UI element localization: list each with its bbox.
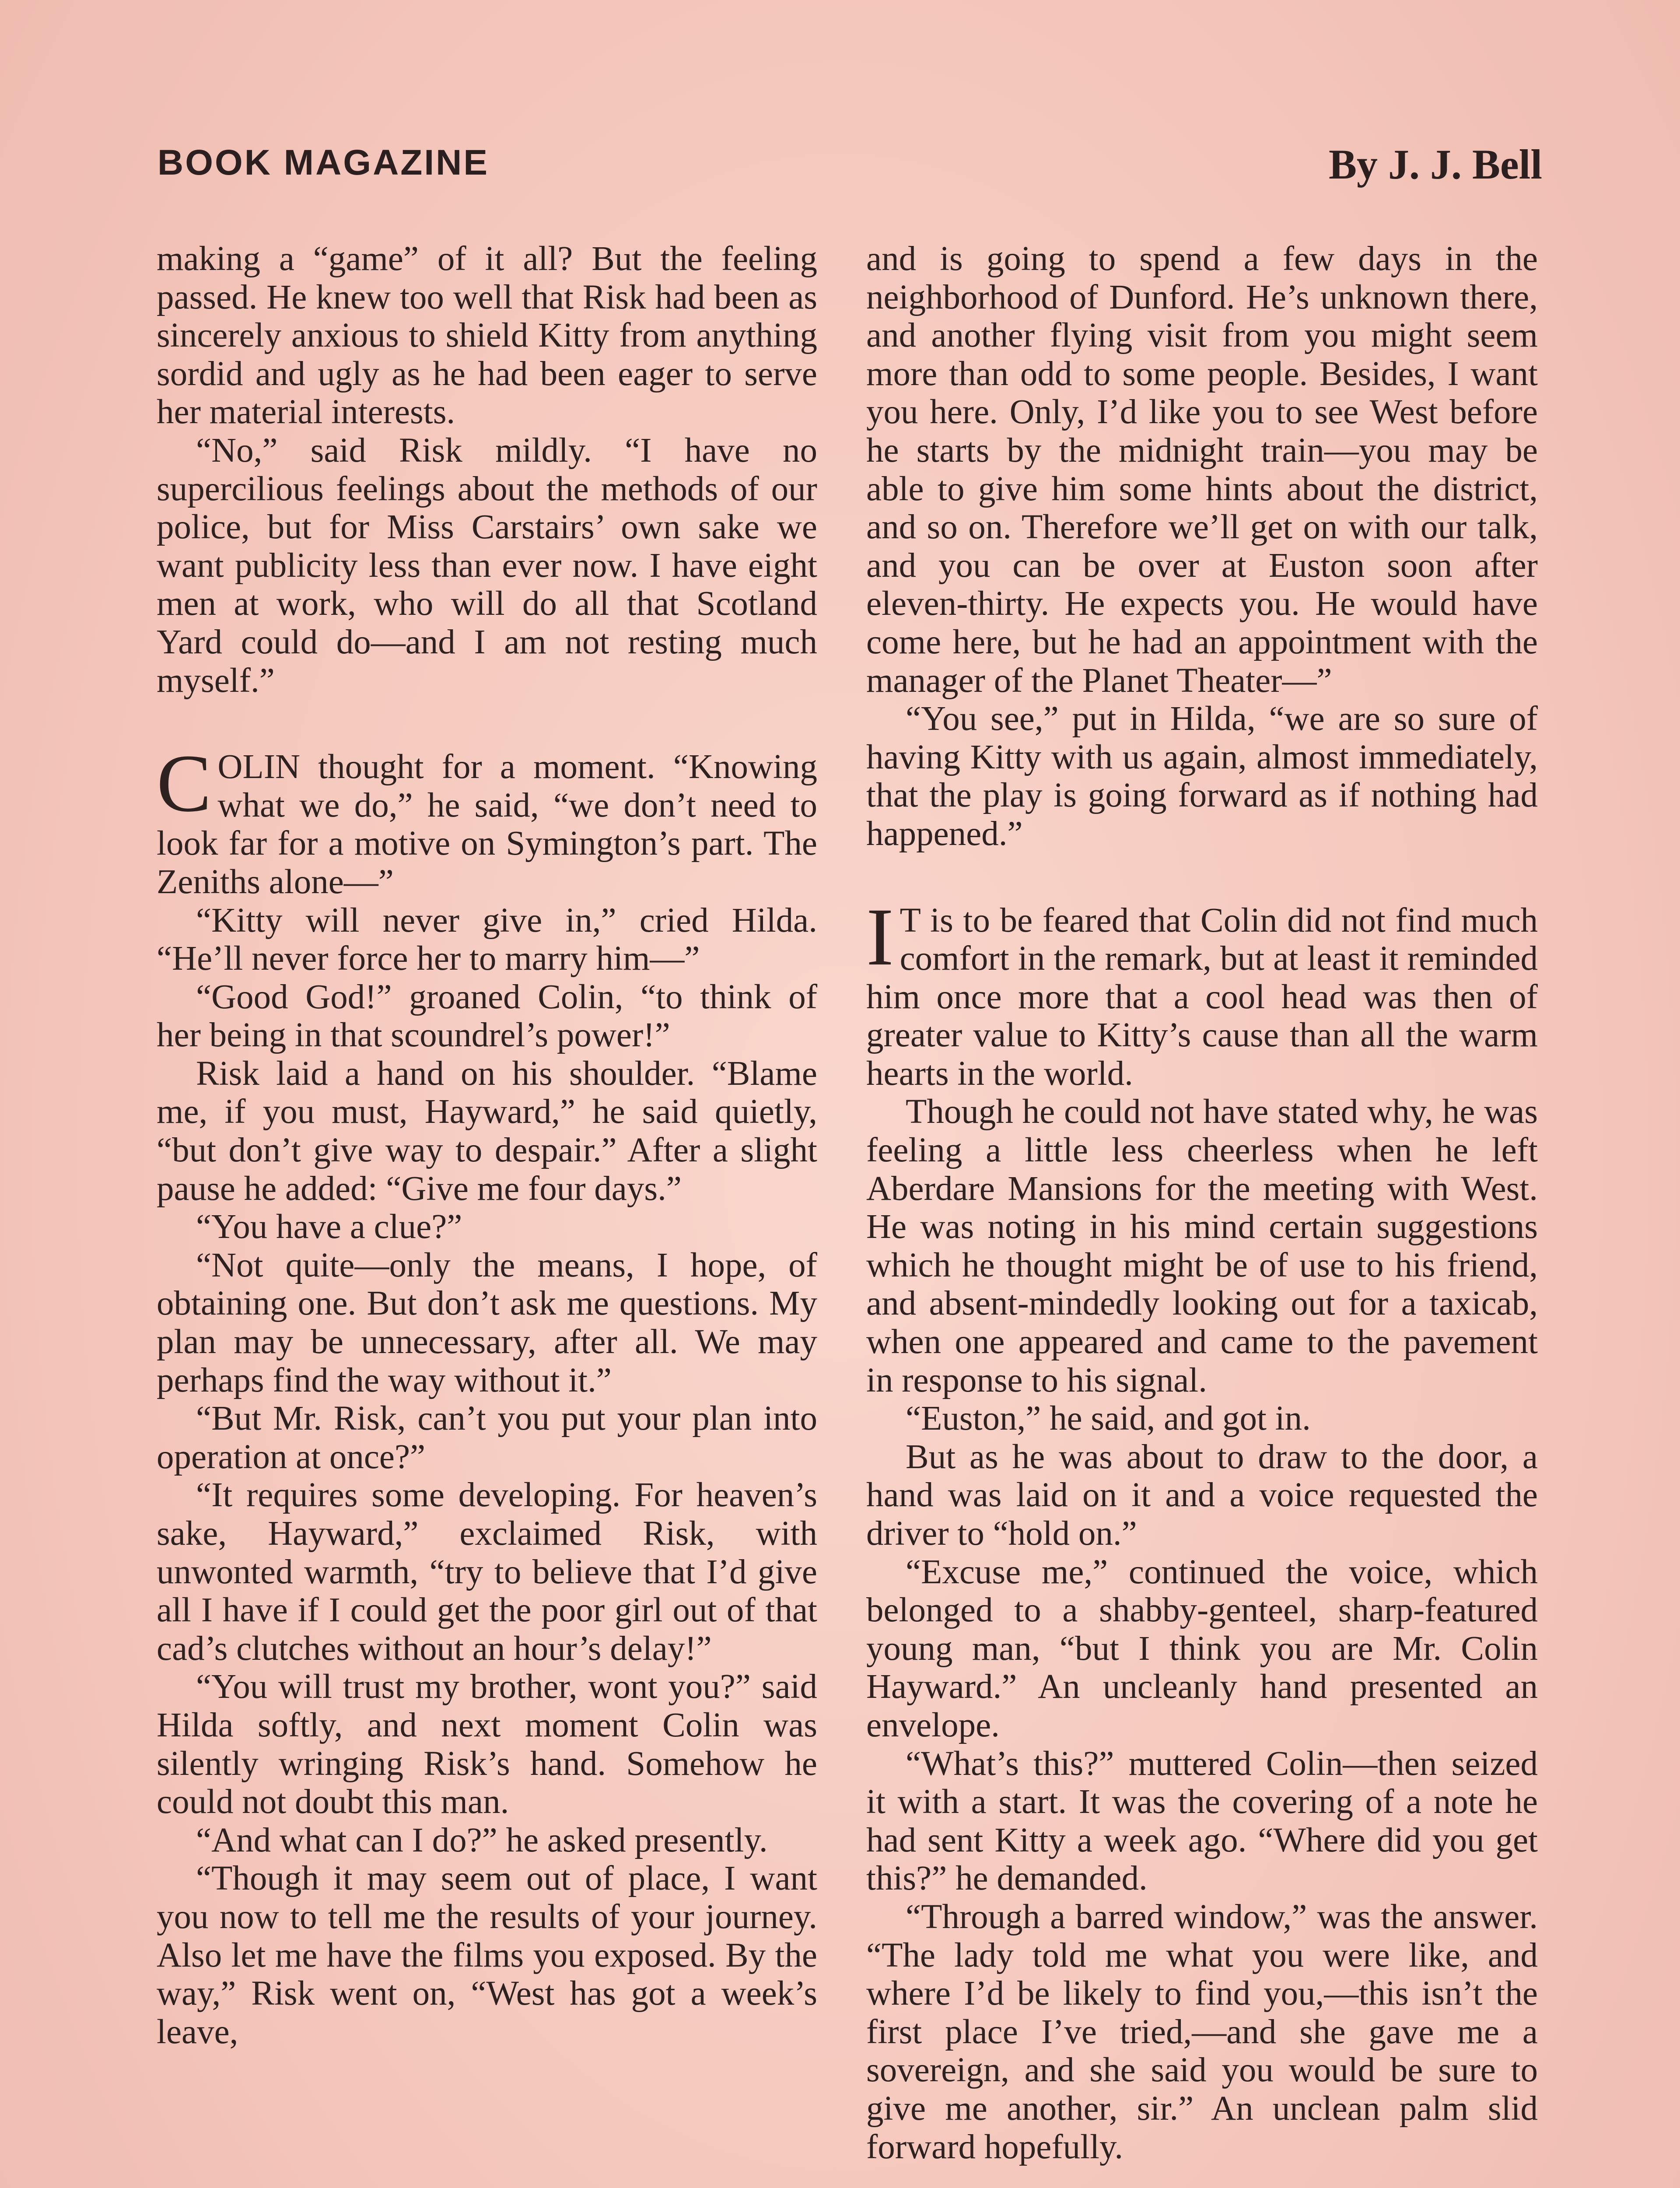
paragraph: But as he was about to draw to the door, a hand was laid on it and a voice requested the driver to “hold on.” [866, 1438, 1538, 1553]
paragraph: “But Mr. Risk, can’t you put your plan into operation at once?” [157, 1399, 817, 1476]
paragraph-text: T is to be feared that Colin did not find much comfort in the remark, but at least it reminded him once more that a cool head was then of greater value to Kitty’s cause than all the warm hearts in the world. [866, 901, 1538, 1093]
paragraph-dropcap [866, 891, 1538, 1093]
paragraph: “You see,” put in Hilda, “we are so sure of having Kitty with us again, almost immediately, that the play is going forward as if nothing had happened.” [866, 700, 1538, 853]
drop-cap: I [866, 891, 894, 982]
paragraph: “And what can I do?” he asked presently. [196, 1821, 768, 1859]
left-column [157, 240, 817, 2051]
paragraph: “Not quite—only the means, I hope, of obtaining one. But don’t ask me questions. My plan may be unnecessary, after all. We may perhaps find the way without it.” [157, 1246, 817, 1399]
paragraph: “It requires some developing. For heaven’s sake, Hayward,” exclaimed Risk, with unwonted warmth, “try to believe that I’d give all I have if I could get the poor girl out of that cad’s clutches without an hour’s delay!” [157, 1476, 817, 1668]
paragraph: “Euston,” he said, and got in. [906, 1399, 1311, 1438]
paragraph: “Through a barred window,” was the answer. “The lady told me what you were like, and where I’d be likely to find you,—this isn’t the first place I’ve tried,—and she gave me a sovereign, and she said you would be sure to give me another, sir.” An unclean palm slid forward hopefully. [866, 1897, 1538, 2166]
magazine-title: BOOK MAGAZINE [158, 143, 490, 182]
paragraph: “Excuse me,” continued the voice, which belonged to a shabby-genteel, sharp-featured young man, “but I think you are Mr. Colin Hayward.” An uncleanly hand presented an envelope. [866, 1553, 1538, 1744]
drop-cap: C [157, 737, 212, 829]
paragraph: “Though it may seem out of place, I want you now to tell me the results of your journey. Also let me have the films you exposed. By the way,” Risk went on, “West has got a week’s leave, [157, 1859, 817, 2051]
paragraph: “You will trust my brother, wont you?” said Hilda softly, and next moment Colin was silently wringing Risk’s hand. Somehow he could not doubt this man. [157, 1668, 817, 1821]
paragraph: “Good God!” groaned Colin, “to think of her being in that scoundrel’s power!” [157, 978, 817, 1055]
paragraph-dropcap [157, 737, 817, 901]
author-byline: By J. J. Bell [1328, 141, 1542, 188]
paragraph: “No,” said Risk mildly. “I have no supercilious feelings about the methods of our police, but for Miss Carstairs’ own sake we want publicity less than ever now. I have eight men at work, who will do all that Scotland Yard could do—and I am not resting much myself.” [157, 431, 817, 700]
paragraph: Though he could not have stated why, he was feeling a little less cheerless when he left Aberdare Mansions for the meeting with West. He was noting in his mind certain suggestions which he thought might be of use to his friend, and absent-mindedly looking out for a taxicab, when one appeared and came to the pavement in response to his signal. [866, 1093, 1538, 1399]
paragraph: making a “game” of it all? But the feeling passed. He knew too well that Risk had been as sincerely anxious to shield Kitty from anything sordid and ugly as he had been eager to serve her material interests. [157, 240, 817, 431]
paragraph-text: OLIN thought for a moment. “Knowing what we do,” he said, “we don’t need to look far for a motive on Symington’s part. The Zeniths alone—” [157, 748, 817, 901]
paragraph: Risk laid a hand on his shoulder. “Blame me, if you must, Hayward,” he said quietly, “but don’t give way to despair.” After a slight pause he added: “Give me four days.” [157, 1054, 817, 1208]
paragraph: “Kitty will never give in,” cried Hilda. “He’ll never force her to marry him—” [157, 901, 817, 978]
paragraph: and is going to spend a few days in the neighborhood of Dunford. He’s unknown there, and another flying visit from you might seem more than odd to some people. Besides, I want you here. Only, I’d like you to see West before he starts by the midnight train—you may be able to give him some hints about the district, and so on. Therefore we’ll get on with our talk, and you can be over at Euston soon after eleven-thirty. He expects you. He would have come here, but he had an appointment with the manager of the Planet Theater—” [866, 240, 1538, 700]
right-column [866, 240, 1538, 2166]
paragraph: “What’s this?” muttered Colin—then seized it with a start. It was the covering of a note he had sent Kitty a week ago. “Where did you get this?” he demanded. [866, 1744, 1538, 1898]
paragraph: “You have a clue?” [196, 1208, 462, 1246]
